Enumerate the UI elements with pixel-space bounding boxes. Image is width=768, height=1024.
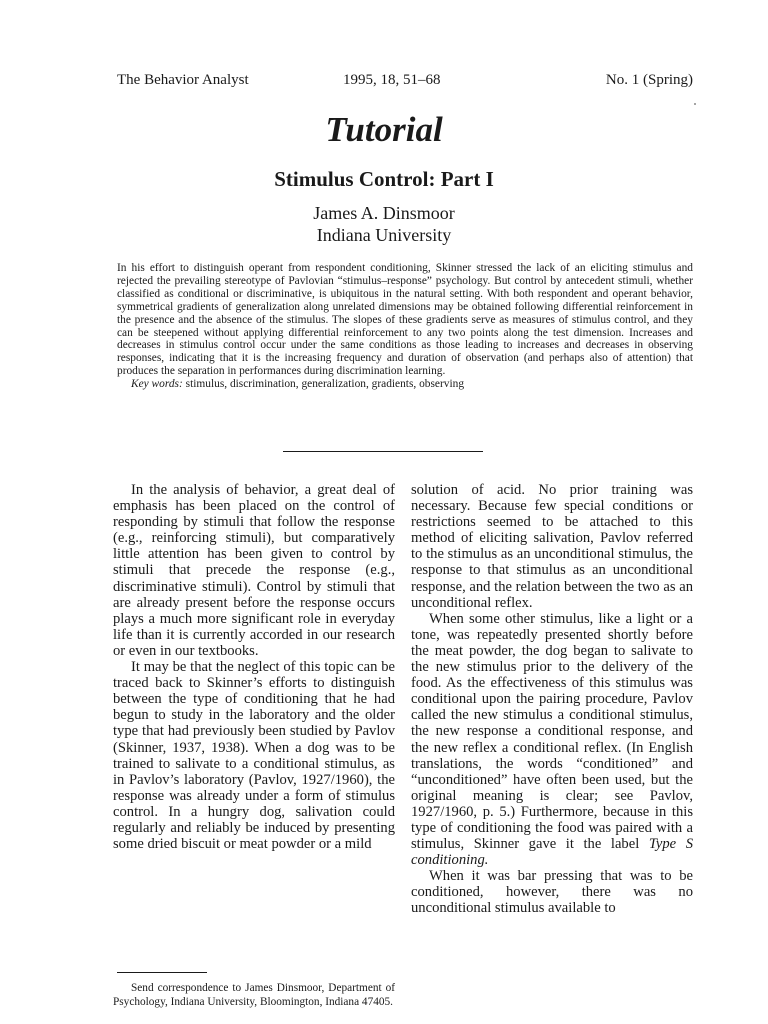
author-affiliation: Indiana University	[316, 225, 452, 245]
keywords-list: stimulus, discrimination, generalization, gradients, observing	[185, 378, 465, 391]
scan-speck	[694, 103, 696, 105]
keywords	[117, 378, 693, 391]
keywords-label: Key words:	[131, 378, 183, 391]
footnote: Send correspondence to James Dinsmoor, Department of Psychology, Indiana University, Bloomington, Indiana 47405.	[113, 982, 395, 1008]
footnote-divider	[117, 972, 207, 973]
journal-name: The Behavior Analyst	[117, 72, 249, 88]
issue-number: No. 1 (Spring)	[605, 72, 693, 88]
abstract-text: In his effort to distinguish operant from respondent conditioning, Skinner stressed the lack of an eliciting stimulus and rejected the prevailing stereotype of Pavlovian “stimulus–response” psychology. But control by antecedent stimuli, whether classified as conditional or discriminative, is ubiquitous in the natural setting. With both respondent and operant behavior, symmetrical gradients of generalization along unrelated dimensions may be obtained following differential reinforcement in the presence and the absence of the stimulus. The slopes of these gradients serve as measures of stimulus control, and they can be steepened without applying differential reinforcement to any two points along the test dimension. Increases and decreases in stimulus control occur under the same conditions as those leading to increases and decreases in observing responses, indicating that it is the increasing frequency and duration of observation (and perhaps also of attention) that produces the separation in performances during discrimination learning.	[117, 262, 693, 378]
abstract	[117, 262, 693, 391]
body-paragraph: In the analysis of behavior, a great deal of emphasis has been placed on the control of responding by stimuli that follow the response (e.g., reinforcing stimuli), but comparatively little attention has been given to control by stimuli that precede the response (e.g., discriminative stimuli). Control by stimuli that are already present before the response occurs plays a much more significant role in everyday life than it is currently accorded in our research or even in our textbooks.	[113, 482, 395, 659]
body-paragraph	[411, 611, 693, 869]
body-text: When some other stimulus, like a light or a tone, was repeatedly presented shortly before the meat powder, the dog began to salivate to the new stimulus prior to the delivery of the food. As the effectiveness of this stimulus was conditional upon the pairing procedure, Pavlov called the new stimulus a conditional stimulus, the new response a conditional response, and the new reflex a conditional reflex. (In English translations, the words “conditioned” and “unconditioned” have often been used, but the original meaning is clear; see Pavlov, 1927/1960, p. 5.) Furthermore, because in this type of conditioning the food was paired with a stimulus, Skinner gave it the label	[411, 610, 693, 853]
article-title: Stimulus Control: Part I	[274, 167, 494, 191]
title-block	[0, 108, 768, 246]
left-column	[113, 482, 395, 852]
section-title: Tutorial	[325, 110, 443, 149]
body-paragraph: When it was bar pressing that was to be conditioned, however, there was no unconditional stimulus available to	[411, 868, 693, 917]
running-head	[117, 72, 693, 92]
right-column	[411, 482, 693, 917]
body-italic-term: Type S conditioning.	[411, 836, 693, 869]
body-paragraph: solution of acid. No prior training was necessary. Because few special conditions or restrictions seemed to be attached to this method of eliciting salivation, Pavlov referred to the stimulus as an unconditional stimulus, the response to that stimulus as an unconditional response, and the relation between the two as an unconditional reflex.	[411, 482, 693, 611]
citation: 1995, 18, 51–68	[343, 72, 441, 88]
body-paragraph: It may be that the neglect of this topic can be traced back to Skinner’s efforts to distinguish between the type of conditioning that he had begun to study in the laboratory and the older type that had previously been studied by Pavlov (Skinner, 1937, 1938). When a dog was to be trained to salivate to a conditional stimulus, as in Pavlov’s laboratory (Pavlov, 1927/1960), the response was already under a form of stimulus control. In a hungry dog, salivation could regularly and reliably be induced by presenting some dried biscuit or meat powder or a mild	[113, 659, 395, 853]
abstract-divider	[283, 451, 483, 452]
author-name: James A. Dinsmoor	[313, 203, 455, 223]
